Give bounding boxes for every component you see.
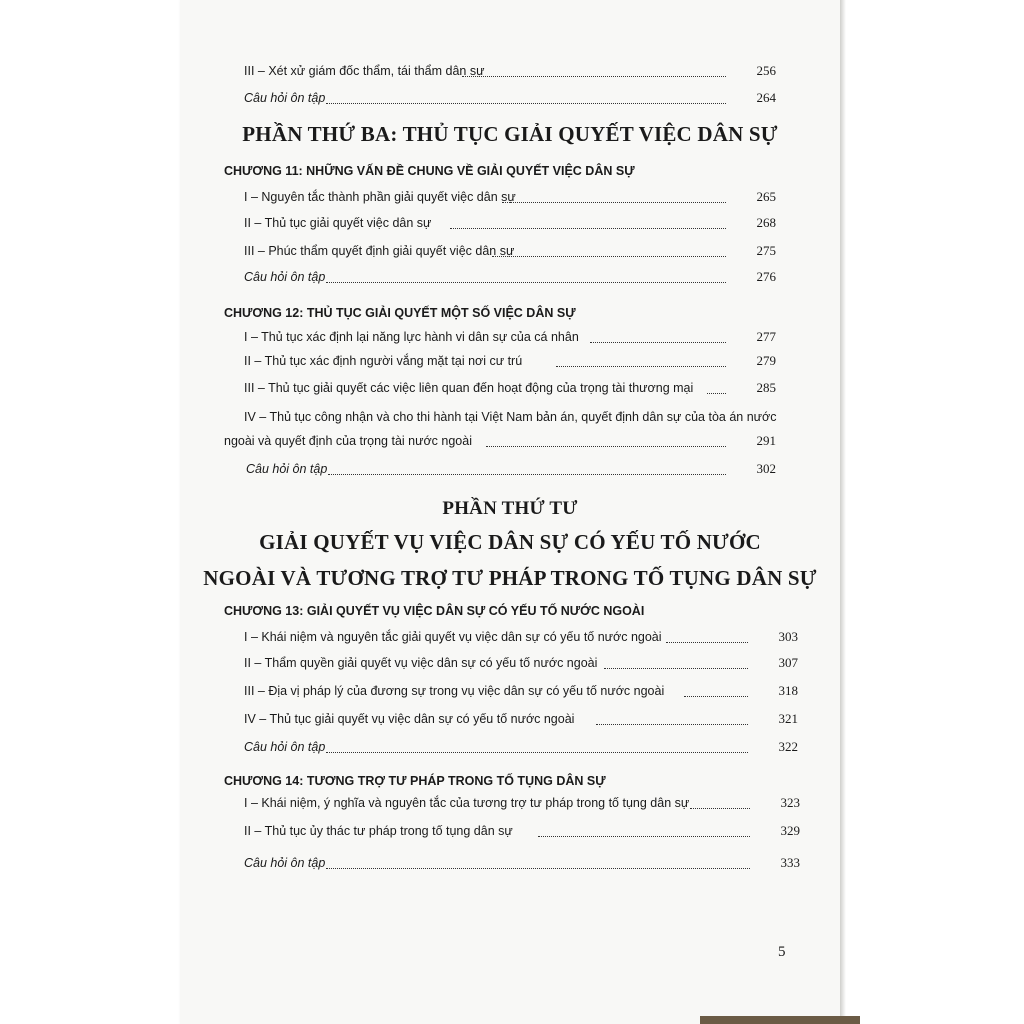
toc-entry bbox=[180, 379, 840, 397]
part-four-title-line2: NGOÀI VÀ TƯƠNG TRỢ TƯ PHÁP TRONG TỐ TỤNG DÂN SỰ bbox=[203, 566, 817, 590]
toc-entry bbox=[180, 242, 840, 260]
toc-page-number: 277 bbox=[756, 329, 776, 344]
leader-dots bbox=[707, 392, 726, 394]
toc-page-number: 285 bbox=[756, 380, 776, 395]
leader-dots bbox=[326, 867, 750, 869]
toc-page-number: 268 bbox=[756, 215, 776, 230]
toc-page-number: 291 bbox=[756, 433, 776, 448]
toc-entry-label: II – Thẩm quyền giải quyết vụ việc dân sự có yếu tố nước ngoài bbox=[244, 656, 598, 670]
page-edge bbox=[840, 0, 846, 1024]
toc-entry-review bbox=[180, 89, 840, 107]
leader-dots bbox=[326, 751, 748, 753]
leader-dots bbox=[326, 102, 726, 104]
leader-dots bbox=[590, 341, 726, 343]
toc-entry-label: I – Khái niệm và nguyên tắc giải quyết vụ việc dân sự có yếu tố nước ngoài bbox=[244, 630, 662, 644]
part-four-label: PHẦN THỨ TƯ bbox=[442, 498, 578, 519]
leader-dots bbox=[326, 281, 726, 283]
leader-dots bbox=[604, 667, 748, 669]
leader-dots bbox=[684, 695, 748, 697]
part-three-heading: PHẦN THỨ BA: THỦ TỤC GIẢI QUYẾT VIỆC DÂN SỰ bbox=[242, 122, 778, 146]
toc-page-number: 264 bbox=[756, 90, 776, 105]
toc-entry-label: Câu hỏi ôn tập bbox=[244, 270, 326, 284]
toc-entry-label: I – Khái niệm, ý nghĩa và nguyên tắc của tương trợ tư pháp trong tố tụng dân sự bbox=[244, 796, 690, 810]
toc-page-number: 329 bbox=[780, 823, 800, 838]
toc-entry bbox=[180, 214, 840, 232]
toc-page-number: 265 bbox=[756, 189, 776, 204]
toc-page-number: 323 bbox=[780, 795, 800, 810]
toc-entry-review bbox=[180, 268, 840, 286]
toc-entry-review bbox=[180, 738, 840, 756]
toc-entry bbox=[180, 710, 840, 728]
toc-entry-label: II – Thủ tục giải quyết việc dân sự bbox=[244, 216, 432, 230]
toc-entry-label: II – Thủ tục xác định người vắng mặt tại nơi cư trú bbox=[244, 354, 523, 368]
toc-entry-label: I – Nguyên tắc thành phần giải quyết việc dân sự bbox=[244, 190, 516, 204]
toc-entry-label: III – Thủ tục giải quyết các việc liên quan đến hoạt động của trọng tài thương mại bbox=[244, 381, 694, 395]
leader-dots bbox=[596, 723, 748, 725]
leader-dots bbox=[450, 227, 726, 229]
leader-dots bbox=[502, 201, 726, 203]
toc-entry-label: Câu hỏi ôn tập bbox=[244, 740, 326, 754]
toc-entry bbox=[180, 822, 840, 840]
toc-page-number: 322 bbox=[778, 739, 798, 754]
toc-entry-multiline bbox=[180, 408, 840, 426]
toc-entry-label: III – Xét xử giám đốc thẩm, tái thẩm dân sự bbox=[244, 64, 485, 78]
toc-entry bbox=[180, 654, 840, 672]
toc-page-number: 307 bbox=[778, 655, 798, 670]
toc-entry bbox=[180, 328, 840, 346]
toc-entry-label: IV – Thủ tục công nhận và cho thi hành tại Việt Nam bản án, quyết định dân sự của tòa án nước bbox=[244, 410, 777, 424]
chapter-12-title: CHƯƠNG 12: THỦ TỤC GIẢI QUYẾT MỘT SỐ VIỆC DÂN SỰ bbox=[224, 306, 576, 320]
chapter-11-title: CHƯƠNG 11: NHỮNG VẤN ĐỀ CHUNG VỀ GIẢI QUYẾT VIỆC DÂN SỰ bbox=[224, 164, 635, 178]
chapter-13-title: CHƯƠNG 13: GIẢI QUYẾT VỤ VIỆC DÂN SỰ CÓ YẾU TỐ NƯỚC NGOÀI bbox=[224, 604, 645, 618]
toc-entry-label: Câu hỏi ôn tập bbox=[246, 462, 328, 476]
toc-entry-label: III – Phúc thẩm quyết định giải quyết việc dân sự bbox=[244, 244, 515, 258]
chapter-14-title: CHƯƠNG 14: TƯƠNG TRỢ TƯ PHÁP TRONG TỐ TỤNG DÂN SỰ bbox=[224, 774, 606, 788]
leader-dots bbox=[666, 641, 748, 643]
toc-page-number: 276 bbox=[756, 269, 776, 284]
toc-page-number: 302 bbox=[756, 461, 776, 476]
toc-entry-label: Câu hỏi ôn tập bbox=[244, 856, 326, 870]
book-page bbox=[180, 0, 840, 1024]
toc-entry-label: Câu hỏi ôn tập bbox=[244, 91, 326, 105]
toc-entry bbox=[180, 628, 840, 646]
toc-entry bbox=[180, 352, 840, 370]
toc-entry-label: III – Địa vị pháp lý của đương sự trong vụ việc dân sự có yếu tố nước ngoài bbox=[244, 684, 665, 698]
leader-dots bbox=[492, 255, 726, 257]
leader-dots bbox=[462, 75, 726, 77]
toc-entry bbox=[180, 62, 840, 80]
part-four-title-line1: GIẢI QUYẾT VỤ VIỆC DÂN SỰ CÓ YẾU TỐ NƯỚC bbox=[259, 530, 761, 554]
toc-entry-continued bbox=[180, 432, 840, 450]
leader-dots bbox=[328, 473, 726, 475]
toc-entry-label: II – Thủ tục ủy thác tư pháp trong tố tụng dân sự bbox=[244, 824, 513, 838]
toc-entry-label: I – Thủ tục xác định lại năng lực hành vi dân sự của cá nhân bbox=[244, 330, 579, 344]
toc-page-number: 275 bbox=[756, 243, 776, 258]
toc-entry bbox=[180, 682, 840, 700]
page-number: 5 bbox=[778, 944, 786, 960]
toc-page-number: 318 bbox=[778, 683, 798, 698]
toc-entry bbox=[180, 188, 840, 206]
leader-dots bbox=[556, 365, 726, 367]
toc-entry-label: IV – Thủ tục giải quyết vụ việc dân sự có yếu tố nước ngoài bbox=[244, 712, 575, 726]
toc-page-number: 321 bbox=[778, 711, 798, 726]
book-cover-edge bbox=[700, 1016, 860, 1024]
toc-page-number: 279 bbox=[756, 353, 776, 368]
toc-entry-review bbox=[180, 854, 840, 872]
toc-entry-review bbox=[180, 460, 840, 478]
toc-page-number: 303 bbox=[778, 629, 798, 644]
toc-entry-label: ngoài và quyết định của trọng tài nước ngoài bbox=[224, 434, 472, 448]
leader-dots bbox=[538, 835, 750, 837]
leader-dots bbox=[486, 445, 726, 447]
toc-entry bbox=[180, 794, 840, 812]
toc-page-number: 333 bbox=[780, 855, 800, 870]
toc-page-number: 256 bbox=[756, 63, 776, 78]
leader-dots bbox=[690, 807, 750, 809]
